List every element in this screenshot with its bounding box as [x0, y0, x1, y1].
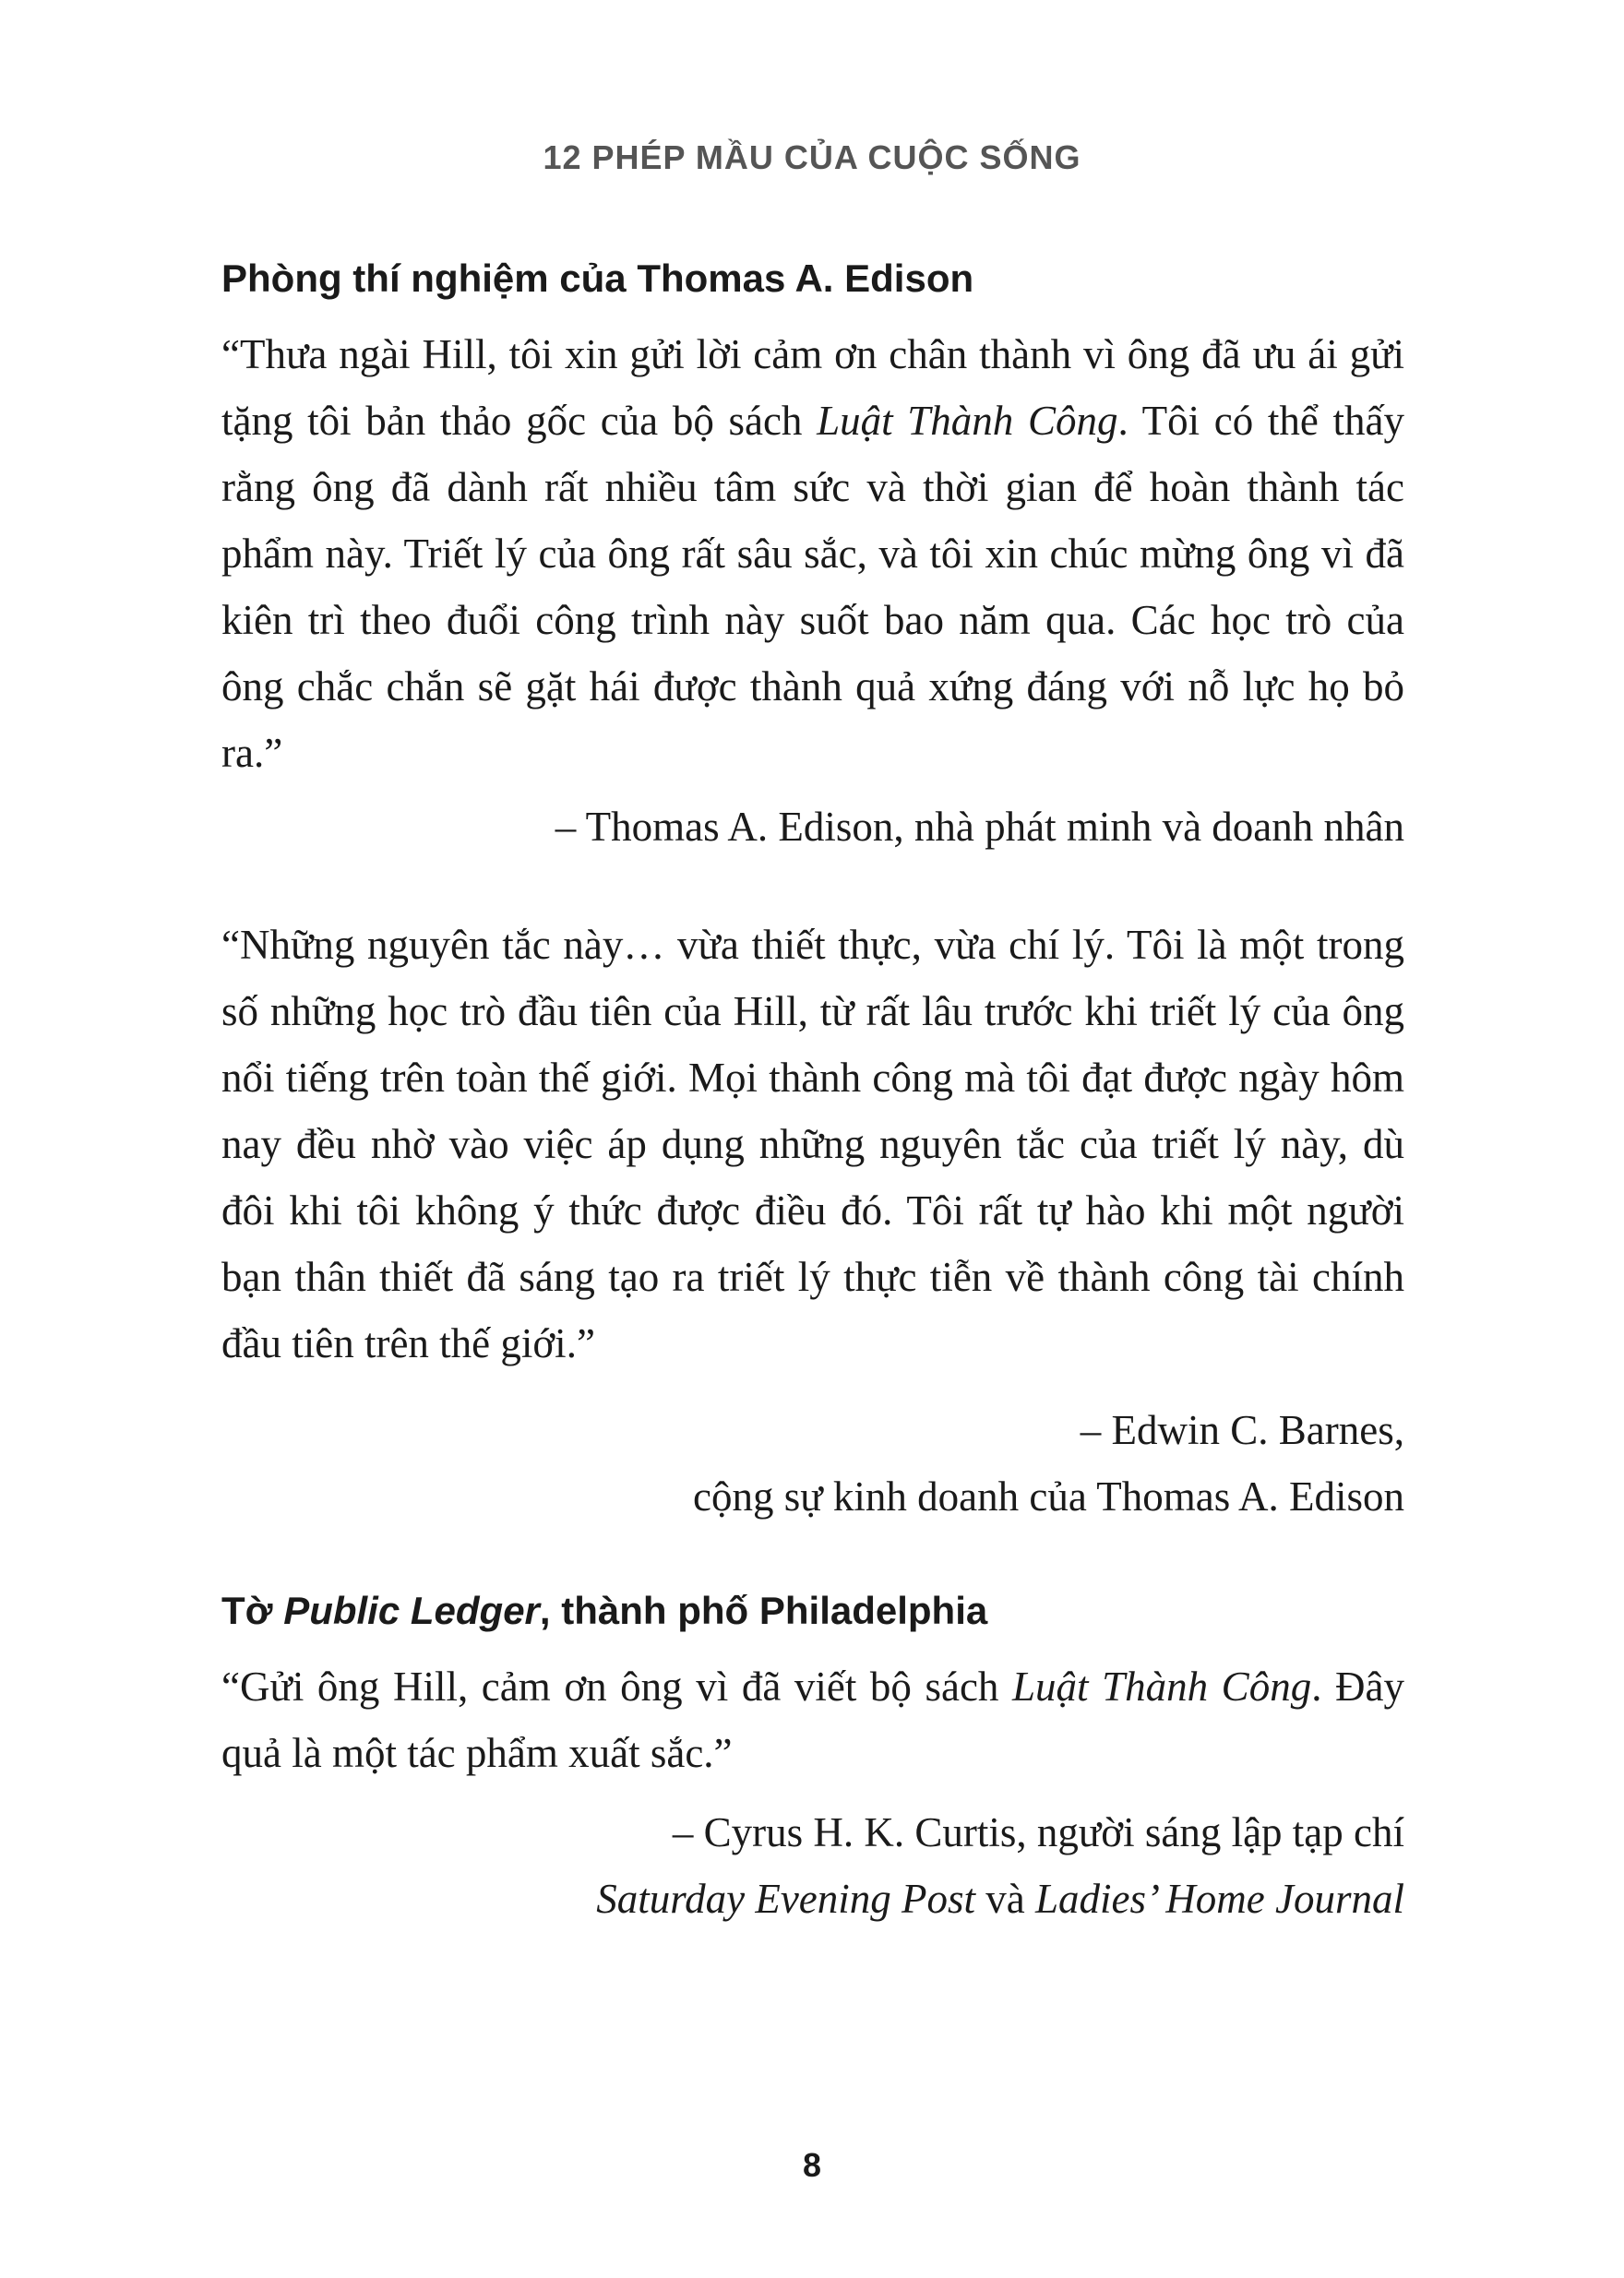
quote-barnes: “Những nguyên tắc này… vừa thiết thực, vừa chí lý. Tôi là một trong số những học trò đầu tiên của Hill, từ rất lâu trước khi triết lý của ông nổi tiếng trên toàn thế giới. Mọi thành công mà tôi đạt được ngày hôm nay đều nhờ vào việc áp dụng những nguyên tắc của triết lý này, dù đôi khi tôi không ý thức được điều đó. Tôi rất tự hào khi một người bạn thân thiết đã sáng tạo ra triết lý thực tiễn về thành công tài chính đầu tiên trên thế giới.” — [221, 922, 1404, 1366]
quote-curtis-book-title: Luật Thành Công — [1012, 1664, 1312, 1710]
quote-curtis-text-b: . Đây quả là một tác phẩm xuất sắc.” — [221, 1664, 1404, 1776]
running-header: 12 PHÉP MẦU CỦA CUỘC SỐNG — [543, 138, 1081, 176]
page-content — [221, 249, 1404, 1932]
attribution-barnes-line2: cộng sự kinh doanh của Thomas A. Edison — [693, 1473, 1404, 1520]
heading-newspaper-name: Public Ledger — [283, 1589, 540, 1632]
section-heading-public-ledger — [221, 1581, 1404, 1640]
attribution-curtis-line1: – Cyrus H. K. Curtis, người sáng lập tạp chí — [672, 1809, 1404, 1855]
attribution-barnes-line1: – Edwin C. Barnes, — [1080, 1407, 1404, 1453]
quote-edison — [221, 321, 1404, 786]
section-heading-edison-lab: Phòng thí nghiệm của Thomas A. Edison — [221, 256, 974, 300]
quote-edison-book-title: Luật Thành Công — [817, 398, 1118, 444]
quote-curtis — [221, 1653, 1404, 1786]
heading-prefix: Tờ — [221, 1589, 284, 1632]
attribution-curtis-line2 — [221, 1866, 1404, 1932]
quote-edison-text-b: . Tôi có thể thấy rằng ông đã dành rất nhiều tâm sức và thời gian để hoàn thành tác phẩm này. Triết lý của ông rất sâu sắc, và tôi xin chúc mừng ông vì đã kiên trì theo đuổi công trình này suốt bao năm qua. Các học trò của ông chắc chắn sẽ gặt hái được thành quả xứng đáng với nỗ lực họ bỏ ra.” — [221, 398, 1404, 776]
heading-suffix: , thành phố Philadelphia — [539, 1589, 988, 1632]
attribution-edison: – Thomas A. Edison, nhà phát minh và doanh nhân — [555, 804, 1404, 850]
page-number: 8 — [802, 2146, 822, 2184]
magazine-ladies-home-journal: Ladies’ Home Journal — [1035, 1876, 1404, 1922]
magazine-saturday-evening-post: Saturday Evening Post — [596, 1876, 976, 1922]
quote-curtis-text-a: “Gửi ông Hill, cảm ơn ông vì đã viết bộ sách — [221, 1664, 1012, 1710]
attribution-curtis-conjunction: và — [975, 1876, 1036, 1922]
quote-edison-text-a: “Thưa ngài Hill, tôi xin gửi lời cảm ơn chân thành vì ông đã ưu ái gửi tặng tôi bản thảo gốc của bộ sách — [221, 331, 1404, 444]
